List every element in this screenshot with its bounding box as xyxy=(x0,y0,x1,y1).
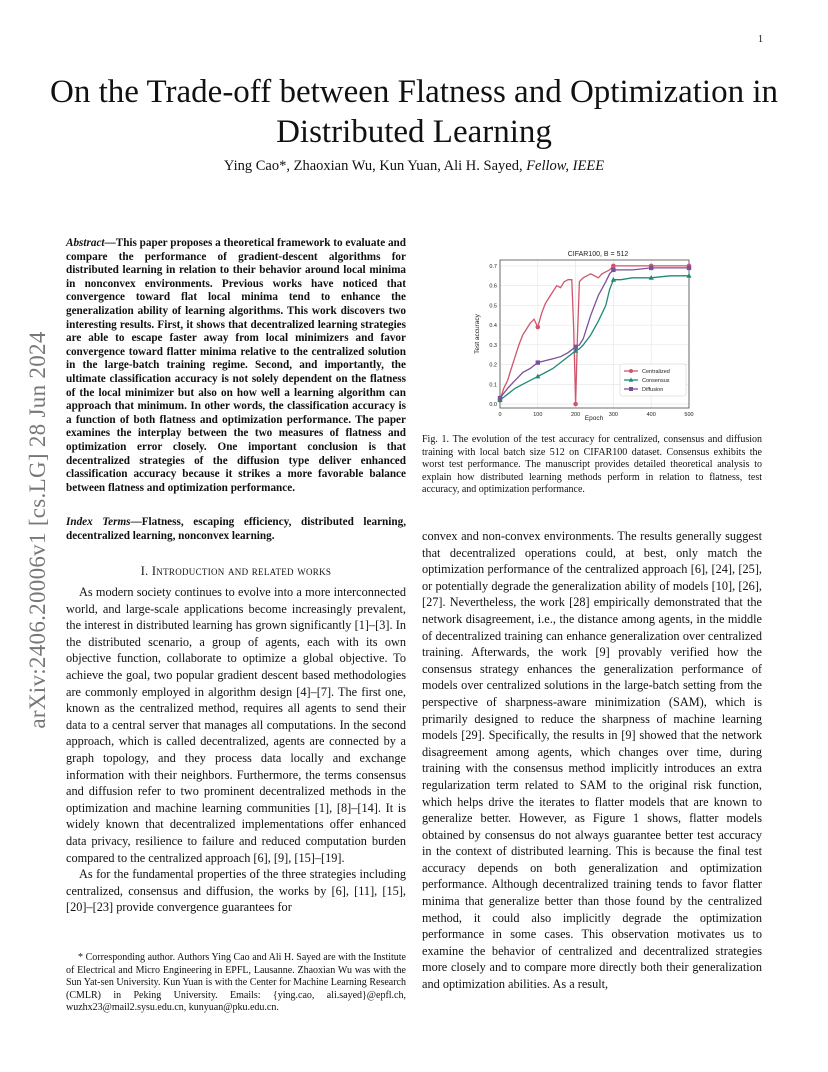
index-terms-label: Index Terms xyxy=(66,516,131,528)
footnote: * Corresponding author. Authors Ying Cao and Ali H. Sayed are with the Institute of Electrical and Micro Engineering in EPFL, Lausanne. Zhaoxian Wu was with the Sun Yat-sen University. Kun Yuan is with the Center for Machine Learning Research (CMLR) in Peking University. Emails: {ying.cao, ali.sayed}@epfl.ch, wuzhx23@mail2.sysu.edu.cn, kunyuan@pku.edu.cn. xyxy=(66,952,406,1014)
chart-legend xyxy=(620,364,686,396)
x-tick-label: 500 xyxy=(684,412,694,418)
x-tick-label: 200 xyxy=(571,412,581,418)
legend-label: Centralized xyxy=(642,369,670,375)
x-tick-label: 0 xyxy=(498,412,502,418)
y-tick-label: 0.6 xyxy=(489,283,497,290)
paper-title: On the Trade-off between Flatness and Optimization in Distributed Learning xyxy=(49,74,778,150)
legend-marker xyxy=(629,369,633,373)
data-point xyxy=(498,396,502,400)
page-number: 1 xyxy=(758,34,763,45)
author-suffix: Fellow, IEEE xyxy=(526,158,605,174)
x-tick-label: 400 xyxy=(646,412,656,418)
index-terms xyxy=(66,516,406,543)
section-heading: I. Introduction and related works xyxy=(140,564,332,578)
y-tick-label: 0.7 xyxy=(489,263,497,270)
arxiv-identifier: arXiv:2406.20006v1 [cs.LG] 28 Jun 2024 xyxy=(25,331,50,729)
legend-label: Consensus xyxy=(642,378,670,384)
right-paragraph: convex and non-convex environments. The results generally suggest that decentralized operations could, at best, only match the optimization performance of the centralized approach [6], [24], [25], or potentially degrade the generalization ability of models [10], [26], [27]. Nevertheless, the work [28] empirically demonstrated that the network disagreement, i.e., the distance among agents, in the middle of decentralized training can enhance generalization over centralized training. Afterwards, the work [9] provably verified how the consensus strategy enhances the generalization performance of models over centralized solutions in the large-batch setting from the perspective of sharpness-aware minimization (SAM), which is primarily designed to reduce the sharpness of machine learning models [29]. Specifically, the results in [9] showed that the network disagreement among agents, which changes over time, during training with the consensus method implicitly introduces an extra regularization term related to SAM to the original risk function, which helps drive the iterates to flatter models that are known to generalize better. However, as Figure 1 shows, flatter models obtained by consensus do not always guarantee better test accuracy in the context of distributed learning. This is because the final test accuracy depends on both generalization and optimization performance. Although decentralized training tends to favor flatter minima that generalize better than those found by the centralized method, it could also implicitly degrade the optimization performance in some cases. This observation motivates us to examine the behavior of centralized and decentralized strategies more closely and to compare more directly both their generalization and optimization abilities. As a result, xyxy=(422,529,762,992)
x-tick-label: 100 xyxy=(533,412,543,418)
legend-label: Diffusion xyxy=(642,387,664,393)
y-tick-label: 0.3 xyxy=(489,342,497,349)
data-point xyxy=(649,266,653,270)
data-point xyxy=(611,268,615,272)
data-point xyxy=(611,264,616,269)
authors: Ying Cao*, Zhaoxian Wu, Kun Yuan, Ali H. Sayed, xyxy=(223,158,523,174)
x-tick-label: 300 xyxy=(608,412,618,418)
x-axis-label: Epoch xyxy=(584,415,604,422)
abstract xyxy=(66,237,406,495)
y-tick-label: 0.0 xyxy=(489,402,497,409)
data-point xyxy=(573,345,577,349)
legend-marker xyxy=(629,387,633,391)
data-point xyxy=(687,266,691,270)
figure-caption: Fig. 1. The evolution of the test accuracy for centralized, consensus and diffusion training with local batch size 512 on CIFAR100 dataset. Consensus exhibits the worst test performance. The manuscript provides detailed theoretical analysis to explain how distributed learning methods perform in relation to flatness, test accuracy, and optimization performance. xyxy=(422,434,762,495)
intro-paragraph-1: As modern society continues to evolve into a more interconnected world, and large-scale applications become increasingly prevalent, the interest in distributed learning has grown significantly [1]–[3]. In the distributed scenario, a group of agents, each with its own objective function, collaborate to optimize a global objective. To achieve the goal, two popular gradient descent based methodologies are commonly employed in algorithm design [4]–[7]. The first one, known as the centralized method, requires all agents to send their data to a central server that manages all computations. In the second approach, which is called decentralized, agents are connected by a graph topology, and they process data locally and exchange information with their neighbors. Furthermore, the terms consensus and diffusion refer to two prominent decentralized methods in the optimization and machine learning communities [1], [8]–[14]. It is widely known that decentralized implementations offer enhanced data privacy, resilience to failure and reduced computation burden compared to the centralized approach [6], [9], [15]–[19]. xyxy=(66,585,406,865)
y-axis-label: Test accuracy xyxy=(474,314,481,354)
intro-paragraph-2: As for the fundamental properties of the three strategies including centralized, consensus and diffusion, the works by [6], [11], [15], [20]–[23] provide convergence guarantees for xyxy=(66,867,406,915)
abstract-label: Abstract xyxy=(66,237,105,249)
index-terms-text: —Flatness, escaping efficiency, distributed learning, decentralized learning, nonconvex learning. xyxy=(66,516,406,542)
arxiv-sidebar xyxy=(18,290,58,770)
chart-title: CIFAR100, B = 512 xyxy=(567,251,629,258)
right-column xyxy=(422,528,762,993)
data-point xyxy=(536,360,540,364)
test-accuracy-chart xyxy=(470,246,708,424)
y-tick-label: 0.4 xyxy=(489,323,497,330)
y-tick-label: 0.5 xyxy=(489,303,497,310)
data-point xyxy=(573,402,578,407)
y-tick-label: 0.2 xyxy=(489,362,497,369)
data-point xyxy=(536,325,541,330)
abstract-text: —This paper proposes a theoretical framework to evaluate and compare the performance of gradient-descent algorithms for distributed learning in relation to their behavior around local minima in nonconvex environments. Previous works have noticed that convergence toward flat local minima tend to enhance the generalization ability of learning algorithms. This work discovers two interesting results. First, it shows that decentralized learning strategies are able to escape faster away from local minimizers and favor convergence toward flatter minima relative to the centralized solution in the large-batch training regime. Second, and importantly, the ultimate classification accuracy is not solely dependent on the flatness of the local minimizer but also on how well a learning algorithm can approach that minimum. In other words, the classification accuracy is a function of both flatness and optimization performance. The paper examines the interplay between the two measures of flatness and optimization error closely. One important conclusion is that decentralized strategies of the diffusion type deliver enhanced classification accuracy because it strikes a more favorable balance between flatness and optimization performance. xyxy=(66,237,406,494)
y-tick-label: 0.1 xyxy=(489,382,497,389)
author-line xyxy=(40,158,788,175)
introduction-column xyxy=(66,584,406,916)
